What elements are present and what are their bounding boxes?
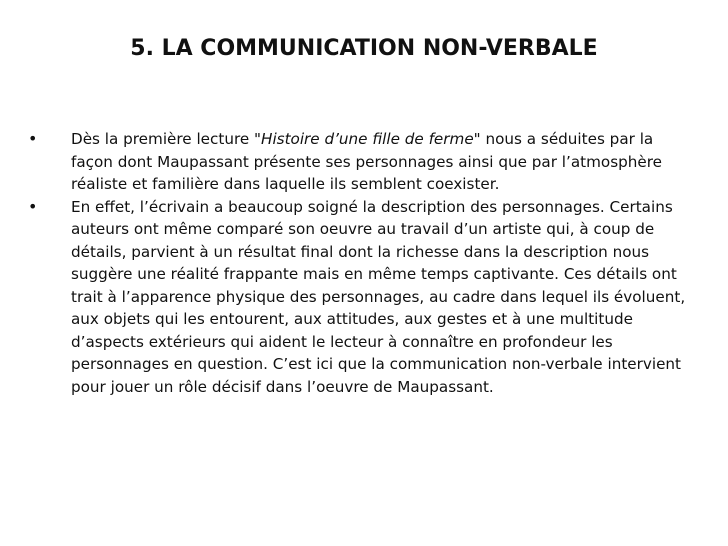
bullet-2-text: En effet, l’écrivain a beaucoup soigné la description des personnages. Certains auteurs ont même comparé son oeuvre au travail d’un artiste qui, à coup de détails, parvient à un résultat final dont la richesse dans la description nous suggère une réalité frappante mais en même temps captivante. Ces détails ont trait à l’apparence physique des personnages, au cadre dans lequel ils évoluent, aux objets qui les entourent, aux attitudes, aux gestes et à une multitude d’aspects extérieurs qui aident le lecteur à connaître en profondeur les personnages en question. C’est ici que la communication non-verbale intervient pour jouer un rôle décisif dans l’oeuvre de Maupassant. xyxy=(71,197,686,396)
bullet-icon: • xyxy=(28,196,38,216)
slide-title: 5. LA COMMUNICATION NON-VERBALE xyxy=(130,36,598,61)
bullet-1-suffix: " nous a séduites par la façon dont Maupassant présente ses personnages ainsi que par l’atmosphère réaliste et familière dans laquelle ils semblent coexister. xyxy=(71,130,662,193)
bullet-item-1 xyxy=(28,128,688,196)
book-title: Histoire d’une fille de ferme xyxy=(261,130,474,148)
bullet-icon: • xyxy=(28,129,38,148)
bullet-1-prefix: Dès la première lecture " xyxy=(71,130,262,148)
bullet-list xyxy=(28,128,688,398)
bullet-item-2 xyxy=(28,196,688,399)
